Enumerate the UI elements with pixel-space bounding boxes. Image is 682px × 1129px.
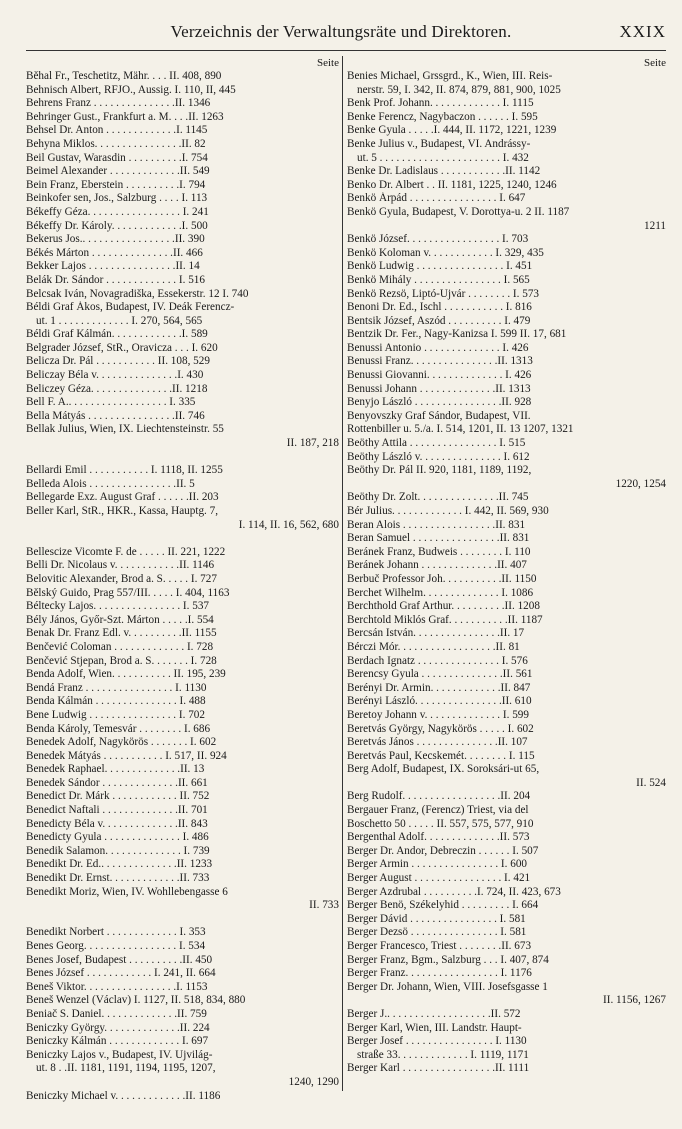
index-entry: Benedikt Dr. Ernst. . . . . . . . . . . . .II. 733 [26, 872, 210, 885]
index-entry: Beinkofer sen, Jos., Salzburg . . . . I. 113 [26, 192, 208, 205]
index-entry: Beneš Wenzel (Václav) I. 1127, II. 518, 834, 880 [26, 994, 246, 1007]
index-entry: Benkö Rezsö, Liptó-Ujvár . . . . . . . . I. 573 [347, 287, 540, 300]
left-entry-list [26, 70, 339, 1103]
index-entry: Berényi László. . . . . . . . . . . . . . . .II. 610 [347, 695, 532, 708]
index-entry: Beller Karl, StR., HKR., Kassa, Hauptg. 7, [26, 505, 219, 517]
index-entry: Bentsik József, Aszód . . . . . . . . . . I. 479 [347, 314, 531, 327]
index-entry: Beretoy Johann v. . . . . . . . . . . . . . I. 599 [347, 708, 529, 721]
index-entry: Benkö József. . . . . . . . . . . . . . . . . I. 703 [347, 233, 529, 246]
index-entry: Beretvás Paul, Kecskemét. . . . . . . . I. 115 [347, 749, 535, 762]
index-entry: Belgrader József, StR., Oravicza . . . I. 620 [26, 341, 218, 354]
index-entry: ut. 5 . . . . . . . . . . . . . . . . . . . . . . I. 432 [357, 151, 529, 164]
index-entry: Beniač S. Daniel. . . . . . . . . . . . . .II. 759 [26, 1007, 207, 1020]
index-entry: Benke Ferencz, Nagybaczon . . . . . . I. 595 [347, 110, 538, 123]
index-entry: Benes József . . . . . . . . . . . . I. 241, II. 664 [26, 967, 216, 980]
index-entry: Bergauer Franz, (Ferencz) Triest, via del [347, 804, 529, 817]
index-entry: Berencsy Gyula . . . . . . . . . . . . . . .II. 561 [347, 668, 533, 681]
index-entry: Berchtold Miklós Graf. . . . . . . . . . .II. 1187 [347, 613, 543, 626]
index-entry: 1240, 1290 [288, 1075, 339, 1088]
index-entry: 1211 [644, 219, 666, 232]
index-entry: Beliczey Géza. . . . . . . . . . . . . . .II. 1218 [26, 382, 208, 395]
index-entry: Benussi Johann . . . . . . . . . . . . . .II. 1313 [347, 382, 531, 395]
index-entry: Belcsak Iván, Novagradiška, Essekerstr. 12 I. 740 [26, 287, 249, 300]
index-entry: Benkö Árpád . . . . . . . . . . . . . . . . I. 647 [347, 192, 526, 205]
header-rule [26, 50, 666, 51]
index-entry: Berbuč Professor Joh. . . . . . . . . . .II. 1150 [347, 572, 537, 585]
index-entry: Berger August . . . . . . . . . . . . . . . . I. 421 [347, 872, 531, 885]
index-entry: Benes Josef, Budapest . . . . . . . . . .II. 450 [26, 953, 213, 966]
index-entry: Berger Dezsö . . . . . . . . . . . . . . . . I. 581 [347, 926, 527, 939]
index-entry: Bene Ludwig . . . . . . . . . . . . . . . . I. 702 [26, 708, 205, 721]
index-entry: Behsel Dr. Anton . . . . . . . . . . . . .I. 1145 [26, 124, 208, 137]
index-entry: Bekker Lajos . . . . . . . . . . . . . . . .II. 14 [26, 260, 200, 273]
index-entry: Berger J.. . . . . . . . . . . . . . . . . . .II. 572 [347, 1007, 521, 1020]
index-entry: Beránek Franz, Budweis . . . . . . . . I. 110 [347, 545, 531, 558]
index-entry: Berg Rudolf. . . . . . . . . . . . . . . . . .II. 204 [347, 790, 531, 803]
index-entry: Berger Franz. . . . . . . . . . . . . . . . . I. 1176 [347, 967, 532, 980]
index-entry: Bercsán István. . . . . . . . . . . . . . . .II. 17 [347, 627, 525, 640]
index-entry: Bellescize Vicomte F. de . . . . . II. 221, 1222 [26, 545, 226, 558]
index-entry: I. 114, II. 16, 562, 680 [238, 518, 339, 531]
index-entry: Belleda Alois . . . . . . . . . . . . . . . .II. 5 [26, 477, 195, 490]
index-entry: Berger Dr. Johann, Wien, VIII. Josefsgasse 1 [347, 980, 548, 993]
index-entry: Behnisch Albert, RFJO., Aussig. I. 110, II, 445 [26, 83, 236, 96]
index-entry: Beretvás György, Nagykörös . . . . . I. 602 [347, 722, 534, 735]
index-entry: Bein Franz, Eberstein . . . . . . . . . .I. 794 [26, 178, 206, 191]
index-entry: 1220, 1254 [615, 477, 666, 490]
index-entry: Benda Adolf, Wien. . . . . . . . . . . II. 195, 239 [26, 668, 226, 681]
page-title: Verzeichnis der Verwaltungsräte und Direktoren. [170, 22, 512, 41]
index-entry: Bérczi Mór. . . . . . . . . . . . . . . . . .II. 81 [347, 640, 520, 653]
index-entry: Berg Adolf, Budapest, IX. Soroksári-ut 65, [347, 763, 540, 776]
index-entry: Benk Prof. Johann. . . . . . . . . . . . . I. 1115 [347, 97, 534, 110]
index-entry: Benedikt Norbert . . . . . . . . . . . . . I. 353 [26, 926, 206, 939]
index-entry: Benedek Mátyás . . . . . . . . . . . I. 517, II. 924 [26, 749, 227, 762]
index-entry: II. 1156, 1267 [603, 994, 666, 1007]
right-column [347, 56, 666, 1076]
index-entry: Behyna Miklos. . . . . . . . . . . . . . . .II. 82 [26, 137, 206, 150]
index-entry: Bentzik Dr. Fer., Nagy-Kanizsa I. 599 II. 17, 681 [347, 328, 567, 341]
index-entry [26, 913, 339, 927]
index-entry: Benčević Coloman . . . . . . . . . . . . . I. 728 [26, 640, 214, 653]
index-entry: Beran Alois . . . . . . . . . . . . . . . . .II. 831 [347, 518, 526, 531]
index-entry [26, 532, 339, 546]
index-entry: Benedik Salamon. . . . . . . . . . . . . . I. 739 [26, 844, 210, 857]
index-entry: Bellegarde Exz. August Graf . . . . . .II. 203 [26, 491, 219, 504]
index-entry: Bella Mátyás . . . . . . . . . . . . . . . .II. 746 [26, 409, 205, 422]
index-entry: Benkö Ludwig . . . . . . . . . . . . . . . . I. 451 [347, 260, 533, 273]
index-entry: Béldi Graf Kálmán. . . . . . . . . . . . .I. 589 [26, 328, 208, 341]
index-entry: Béltecky Lajos. . . . . . . . . . . . . . . . I. 537 [26, 600, 210, 613]
index-entry [26, 451, 339, 465]
index-entry: Benedicty Gyula . . . . . . . . . . . . . . I. 486 [26, 831, 209, 844]
index-entry: Benedikt Dr. Ed.. . . . . . . . . . . . . .II. 1233 [26, 858, 213, 871]
index-entry: Benyovszky Graf Sándor, Budapest, VII. [347, 409, 531, 422]
index-entry: ut. 1 . . . . . . . . . . . . . I. 270, 564, 565 [36, 314, 203, 327]
index-entry: Belicza Dr. Pál . . . . . . . . . . . II. 108, 529 [26, 355, 210, 368]
index-entry: Benedek Sándor . . . . . . . . . . . . . .II. 661 [26, 776, 208, 789]
index-entry: Benko Dr. Albert . . II. 1181, 1225, 1240, 1246 [347, 178, 557, 191]
page-number: XXIX [619, 22, 666, 41]
index-entry: Berdach Ignatz . . . . . . . . . . . . . . . I. 576 [347, 654, 528, 667]
index-entry: Benedek Adolf, Nagykörös . . . . . . . I. 602 [26, 736, 217, 749]
index-entry: Benes Georg. . . . . . . . . . . . . . . . . I. 534 [26, 940, 206, 952]
index-entry: Benda Károly, Temesvár . . . . . . . . I. 686 [26, 722, 211, 735]
page-header [0, 22, 682, 44]
index-entry: Belák Dr. Sándor . . . . . . . . . . . . . I. 516 [26, 273, 205, 286]
index-entry: Benkö Koloman v. . . . . . . . . . . . I. 329, 435 [347, 246, 544, 259]
index-entry: Boschetto 50 . . . . . II. 557, 575, 577, 910 [347, 817, 534, 830]
right-entry-list [347, 70, 666, 1076]
left-column [26, 56, 339, 1103]
index-entry: ut. 8 . .II. 1181, 1191, 1194, 1195, 1207, [36, 1062, 216, 1075]
index-entry: Beniczky Kálmán . . . . . . . . . . . . . I. 697 [26, 1035, 209, 1048]
index-entry: Beniczky Lajos v., Budapest, IV. Ujvilág- [26, 1048, 213, 1061]
index-entry: Benda Kálmán . . . . . . . . . . . . . . . I. 488 [26, 695, 206, 708]
index-entry: Benke Gyula . . . . .I. 444, II. 1172, 1221, 1239 [347, 124, 557, 137]
index-entry: Benke Dr. Ladislaus . . . . . . . . . . . .II. 1142 [347, 165, 541, 178]
index-entry: Berger Azdrubal . . . . . . . . . .I. 724, II. 423, 673 [347, 885, 561, 898]
index-entry: Benak Dr. Franz Edl. v. . . . . . . . . .II. 1155 [26, 627, 217, 640]
index-entry: Beimel Alexander . . . . . . . . . . . . .II. 549 [26, 165, 210, 178]
index-entry: straße 33. . . . . . . . . . . . . I. 1119, 1171 [357, 1048, 529, 1061]
index-entry: Beliczay Béla v. . . . . . . . . . . . . . .I. 430 [26, 369, 204, 382]
index-entry: Belovitic Alexander, Brod a. S. . . . . I. 727 [26, 572, 217, 585]
index-entry: II. 524 [636, 776, 666, 789]
index-entry: Bély János, Győr-Szt. Márton . . . . .I. 554 [26, 613, 214, 626]
index-entry: Benedicty Béla v. . . . . . . . . . . . . .II. 843 [26, 817, 208, 830]
index-entry: Berger Karl . . . . . . . . . . . . . . . . .II. 1111 [347, 1062, 530, 1075]
index-entry: Beöthy Dr. Pál II. 920, 1181, 1189, 1192, [347, 464, 532, 477]
index-entry: Rottenbiller u. 5./a. I. 514, 1201, II. 13 1207, 1321 [347, 423, 574, 436]
index-entry: Berger Dr. Andor, Debreczin . . . . . . I. 507 [347, 844, 539, 857]
index-entry: Berger Dávid . . . . . . . . . . . . . . . . I. 581 [347, 912, 526, 925]
index-entry: II. 733 [309, 899, 339, 912]
index-entry: Berger Francesco, Triest . . . . . . . .II. 673 [347, 940, 532, 952]
index-entry: Belli Dr. Nicolaus v. . . . . . . . . . . .II. 1146 [26, 559, 215, 572]
index-entry: Békés Márton . . . . . . . . . . . . . . .II. 466 [26, 246, 203, 259]
index-entry: Benedict Dr. Márk . . . . . . . . . . . . II. 752 [26, 790, 210, 803]
index-entry: Benedict Naftali . . . . . . . . . . . . . .II. 701 [26, 804, 208, 817]
index-entry: Beretvás János . . . . . . . . . . . . . . .II. 107 [347, 736, 528, 749]
index-entry: Bělský Guido, Prag 557/III. . . . . I. 404, 1163 [26, 586, 230, 599]
index-entry: Bell F. A.. . . . . . . . . . . . . . . . . . I. 335 [26, 396, 196, 409]
index-entry: Békeffy Géza. . . . . . . . . . . . . . . . . I. 241 [26, 205, 209, 218]
index-entry: Benyjo László . . . . . . . . . . . . . . . .II. 928 [347, 396, 532, 409]
index-entry: Benussi Antonio . . . . . . . . . . . . . . I. 426 [347, 341, 529, 354]
index-entry: Bér Julius. . . . . . . . . . . . . I. 442, II. 569, 930 [347, 505, 549, 517]
index-entry: Benies Michael, Grssgrd., K., Wien, III. Reis- [347, 70, 553, 82]
index-entry: Beil Gustav, Warasdin . . . . . . . . . .I. 754 [26, 151, 208, 164]
index-entry: Berchthold Graf Arthur. . . . . . . . . .II. 1208 [347, 600, 540, 613]
index-entry: Berger Franz, Bgm., Salzburg . . . I. 407, 874 [347, 953, 549, 966]
index-entry: Béldi Graf Ákos, Budapest, IV. Deák Ferencz- [26, 301, 235, 314]
index-entry: II. 187, 218 [286, 437, 339, 450]
index-entry: Benčević Stjepan, Brod a. S. . . . . . . I. 728 [26, 654, 217, 667]
index-entry: Benedikt Moriz, Wien, IV. Wohllebengasse 6 [26, 885, 228, 898]
index-entry: Behringer Gust., Frankfurt a. M. . . .II. 1263 [26, 110, 224, 123]
index-entry: Beniczky Michael v. . . . . . . . . . . . .II. 1186 [26, 1089, 221, 1102]
column-divider [342, 56, 343, 1091]
index-entry: Behrens Franz . . . . . . . . . . . . . . .II. 1346 [26, 97, 211, 110]
seite-label-left: Seite [317, 57, 339, 69]
index-entry: Beöthy Dr. Zolt. . . . . . . . . . . . . . .II. 745 [347, 491, 529, 504]
index-entry: Berger Benö, Székelyhid . . . . . . . . . I. 664 [347, 899, 539, 912]
index-entry: Benussi Giovanni. . . . . . . . . . . . . . I. 426 [347, 369, 532, 382]
index-entry: Bergenthal Adolf. . . . . . . . . . . . . .II. 573 [347, 831, 530, 844]
index-entry: Benoni Dr. Ed., Ischl . . . . . . . . . . . I. 816 [347, 301, 532, 314]
index-entry: Beöthy László v. . . . . . . . . . . . . . . I. 612 [347, 450, 530, 463]
index-entry: Běhal Fr., Teschetitz, Mähr. . . . II. 408, 890 [26, 70, 222, 82]
seite-label-right: Seite [644, 57, 666, 69]
index-entry: Bellak Julius, Wien, IX. Liechtensteinstr. 55 [26, 423, 224, 436]
index-entry: nerstr. 59, I. 342, II. 874, 879, 881, 900, 1025 [357, 83, 561, 96]
index-entry: Beniczky György. . . . . . . . . . . . . .II. 224 [26, 1021, 210, 1034]
index-entry: Benke Julius v., Budapest, VI. Andrássy- [347, 137, 531, 150]
index-entry: Berger Armin . . . . . . . . . . . . . . . . I. 600 [347, 858, 528, 871]
index-entry: Berger Josef . . . . . . . . . . . . . . . . I. 1130 [347, 1035, 527, 1048]
index-entry: Bekerus Jos.. . . . . . . . . . . . . . . . .II. 390 [26, 233, 205, 246]
index-entry: Benussi Franz. . . . . . . . . . . . . . . .II. 1313 [347, 355, 533, 368]
index-entry: Beran Samuel . . . . . . . . . . . . . . . .II. 831 [347, 532, 530, 545]
index-entry: Berényi Dr. Armin. . . . . . . . . . . . .II. 847 [347, 681, 531, 694]
index-entry: Benedek Raphael. . . . . . . . . . . . . .II. 13 [26, 763, 205, 776]
index-entry: Benkö Gyula, Budapest, V. Dorottya-u. 2 II. 1187 [347, 205, 570, 218]
index-entry: Bellardi Emil . . . . . . . . . . . I. 1118, II. 1255 [26, 464, 223, 477]
index-entry: Beneš Viktor. . . . . . . . . . . . . . . . .I. 1153 [26, 980, 208, 993]
index-entry: Berchet Wilhelm. . . . . . . . . . . . . . I. 1086 [347, 586, 534, 599]
index-entry: Bendá Franz . . . . . . . . . . . . . . . . I. 1130 [26, 681, 207, 694]
index-entry: Beöthy Attila . . . . . . . . . . . . . . . . I. 515 [347, 437, 526, 450]
index-entry: Berger Karl, Wien, III. Landstr. Haupt- [347, 1021, 522, 1034]
index-entry: Beránek Johann . . . . . . . . . . . . . .II. 407 [347, 559, 527, 572]
index-entry: Benkö Mihály . . . . . . . . . . . . . . . . I. 565 [347, 273, 530, 286]
index-entry: Békeffy Dr. Károly. . . . . . . . . . . . .I. 500 [26, 219, 208, 232]
